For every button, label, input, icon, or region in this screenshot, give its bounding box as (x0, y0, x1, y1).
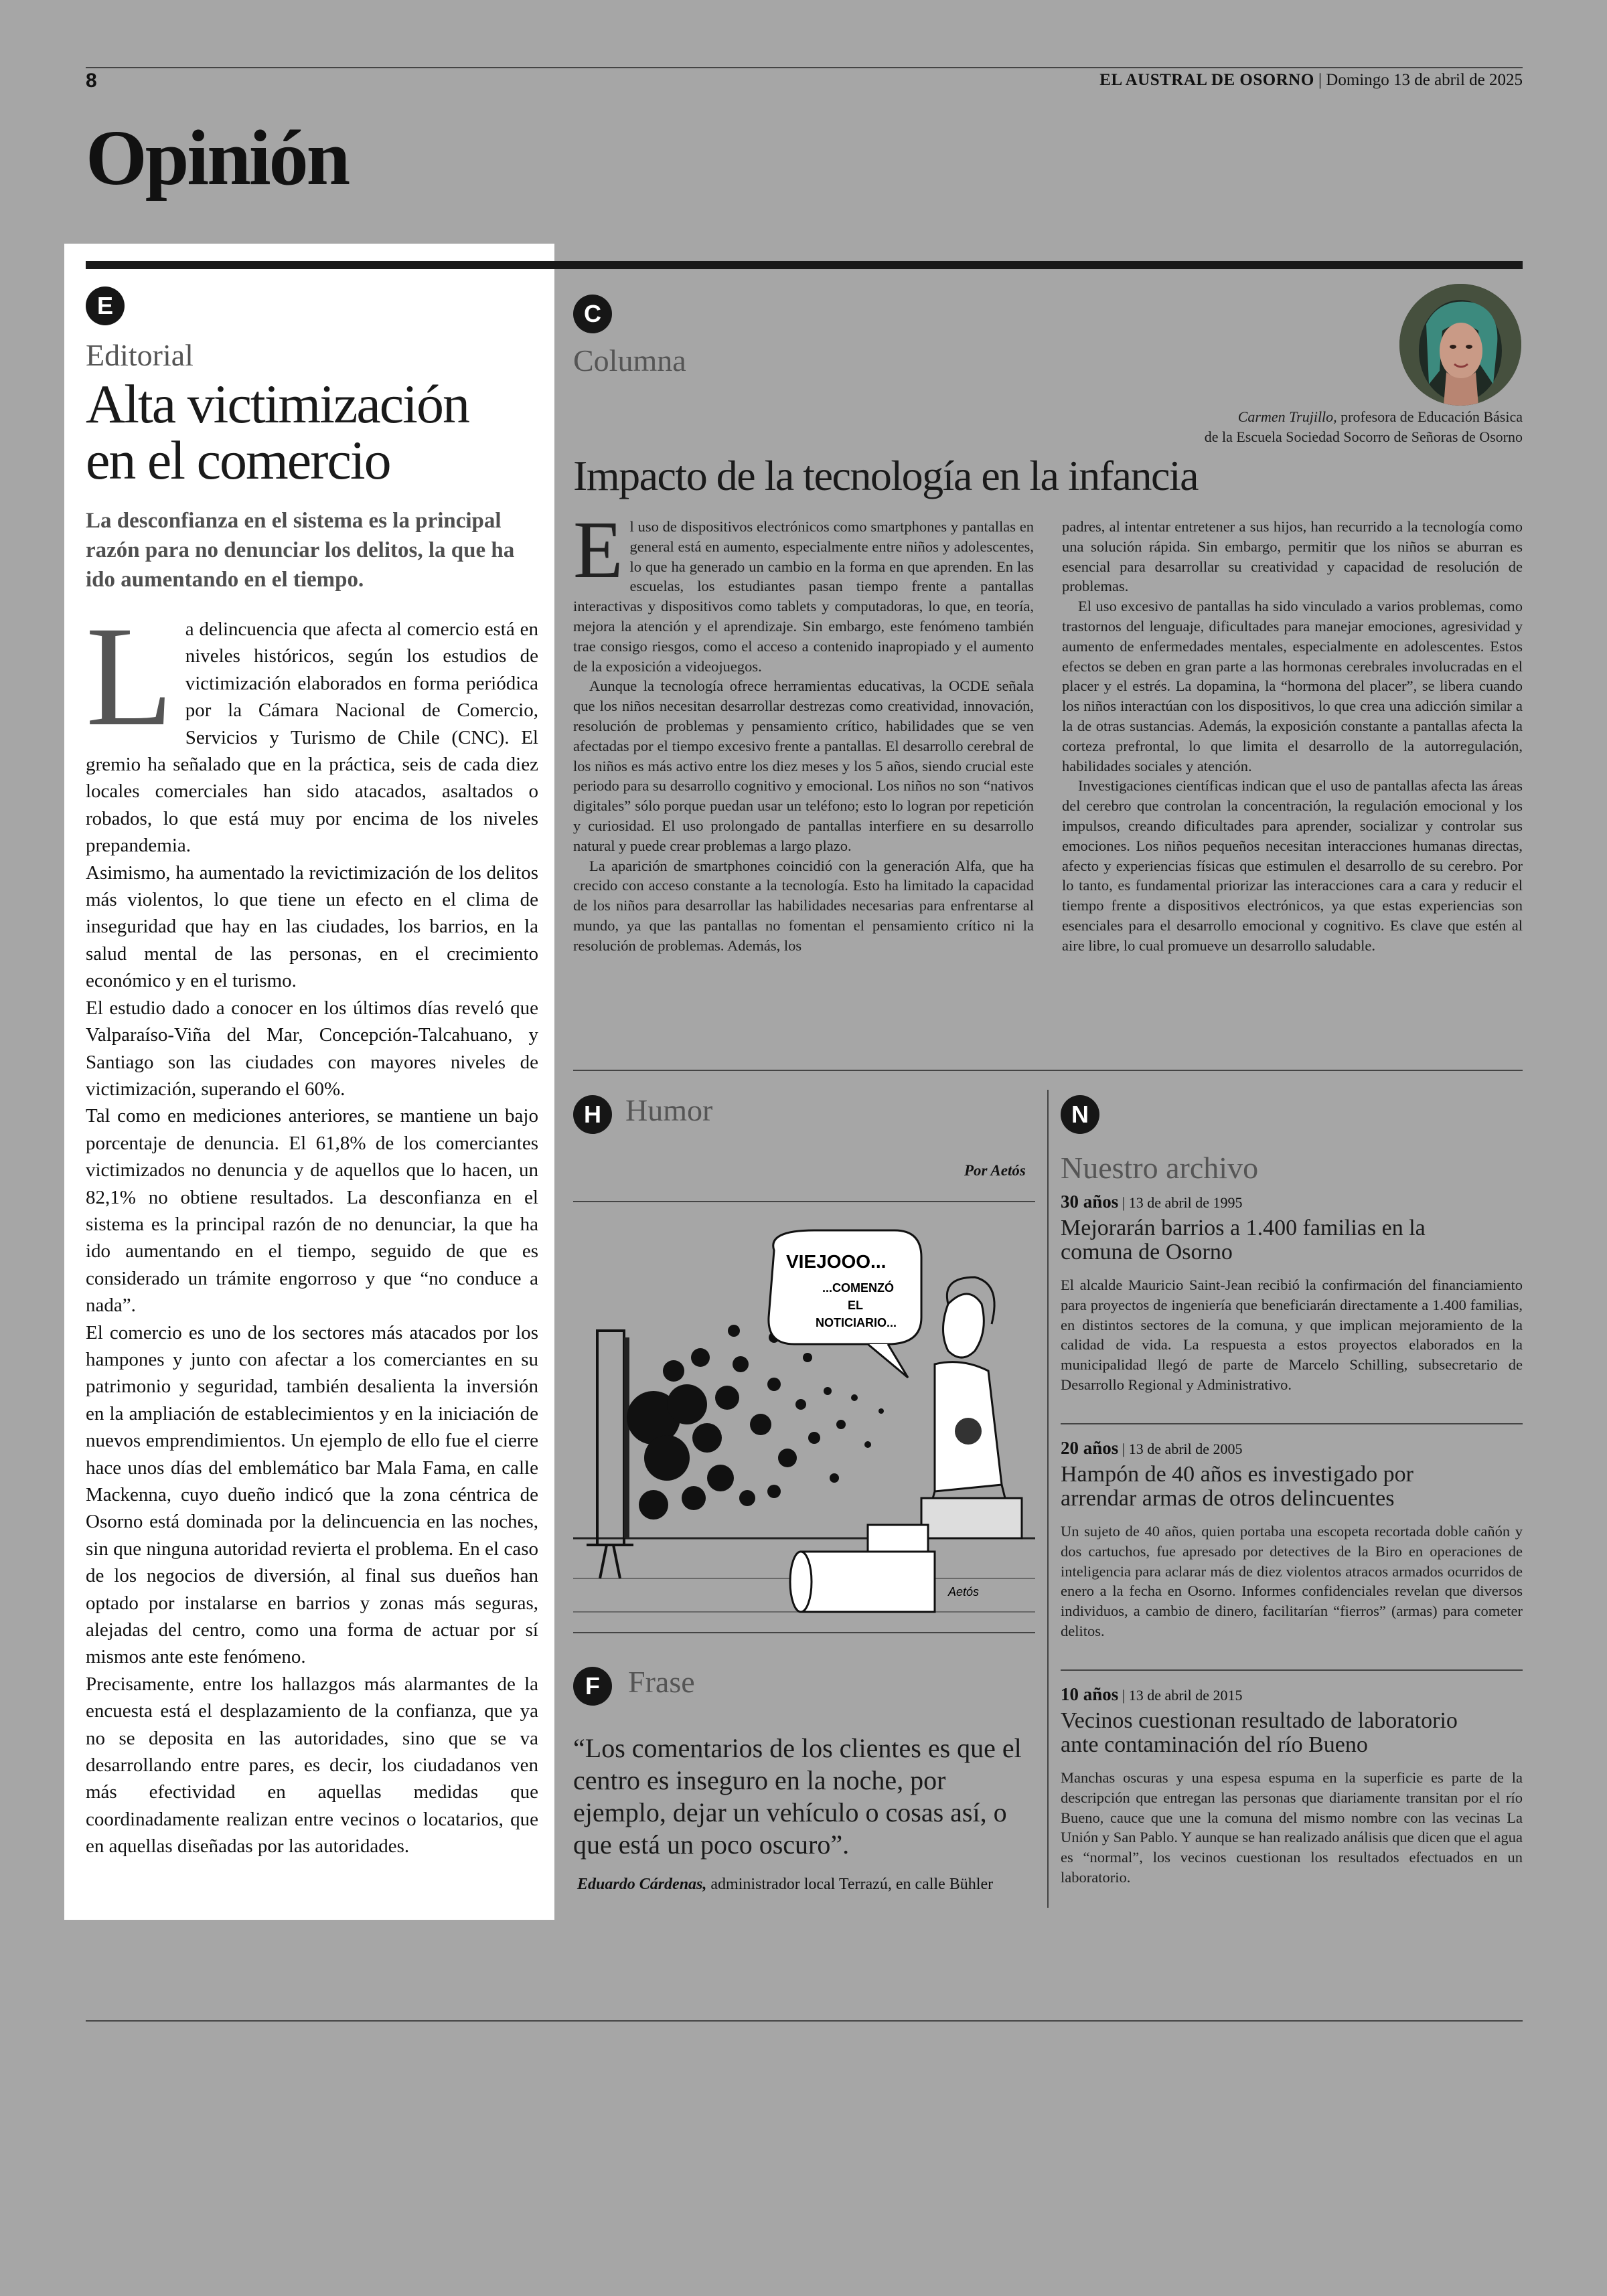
archive-rule-1 (1061, 1423, 1523, 1424)
frase-quote: “Los comentarios de los clientes es que el centro es inseguro en la noche, por ejemplo, dejar un vehículo o cosas así, o que está un poco oscuro”. (573, 1733, 1022, 1860)
editorial-bar (86, 261, 554, 269)
column-headline: Impacto de la tecnología en la infancia (573, 452, 1199, 499)
humor-credit: Por Aetós (964, 1162, 1026, 1179)
archive-item: 30 años | 13 de abril de 1995 Mejorarán barrios a 1.400 familias en la comuna de Osorno El alcalde Mauricio Saint-Jean recibió la confirmación del financiamiento para proyectos de ingeniería que beneficiarán directamente a 1.400 familias, en distintos sectores de la comuna, y que implican mejoramiento de la calidad de vida. La respuesta a estos proyectos elaborados en la municipalidad llegó de parte de Marcelo Schilling, subsecretario de Desarrollo Regional y Administrativo. (1061, 1192, 1523, 1393)
bubble-text-4: NOTICIARIO... (816, 1316, 897, 1329)
archive-rule-2 (1061, 1669, 1523, 1671)
author-avatar (1399, 284, 1521, 406)
bubble-text-1: VIEJOOO... (786, 1251, 887, 1272)
bubble-text-2: ...COMENZÓ (822, 1281, 894, 1295)
section-title: Opinión (86, 114, 349, 201)
editorial-kicker: Editorial (86, 338, 194, 372)
bubble-text-3: EL (848, 1299, 864, 1312)
editorial-headline: Alta victimización en el comercio (86, 374, 469, 491)
footer-rule (86, 2020, 1523, 2022)
humor-top-rule (573, 1201, 1035, 1202)
author-name: Carmen Trujillo, (1237, 408, 1337, 425)
editorial-badge: E (86, 286, 125, 325)
edition-date: Domingo 13 de abril de 2025 (1326, 71, 1523, 89)
humor-kicker: Humor (625, 1093, 713, 1127)
editorial-body: L a delincuencia que afecta al comercio está en niveles históricos, según los estudios de victimización elaborados en forma periódica por la Cámara Nacional de Comercio, Servicios y Turismo de Chile (CNC). El gremio ha señalado que en la práctica, seis de cada diez locales comerciales han sido atacados, asaltados o robados, lo que está muy por encima de los niveles prepandemia. Asimismo, ha aumentado la revictimización de los delitos más violentos, lo que tiene un efecto en el clima de inseguridad que hay en las ciudades, los barrios, en la salud mental de las personas, en el crecimiento económico y en el turismo. El estudio dado a conocer en los últimos días reveló que Valparaíso-Viña del Mar, Concepción-Talcahuano, y Santiago son las ciudades con mayores niveles de victimización, superando el 60%. Tal como en mediciones anteriores, se mantiene un bajo porcentaje de denuncia. El 61,8% de los comerciantes victimizados no denuncia y de aquellos que lo hacen, un 82,1% no obtiene resultados. La desconfianza en el sistema es la principal razón de no denunciar, la que ha ido aumentando en el tiempo, seguido de que es considerado un trámite engorroso y que “no conduce a nada”. El comercio es uno de los sectores más atacados por los hampones y junto con afectar a los comerciantes en su patrimonio y seguridad, también desalienta la inversión en la ampliación de establecimientos y en la iniciación de nuevos emprendimientos. Un ejemplo de ello fue el cierre hace unos días del emblemático bar Mala Fama, en calle Mackenna, cuyo dueño indicó que la zona céntrica de Osorno está dominada por la delincuencia en las noches, sin que ninguna autoridad revierta el problema. En el caso de los negocios de diversión, al final sus dueños han optado por instalarse en barrios y zonas más seguras, alejadas del centro, como una forma de actuar por sí mismos ante este fenómeno. Precisamente, entre los hallazgos más alarmantes de la encuesta está el desplazamiento de la confianza, que ya no se deposita en las autoridades, sino que se va desarrollando entre pares, es decir, los ciudadanos ven más efectividad en aquellas medidas que coordinadamente realizan entre vecinos o locatarios, que en aquellas diseñadas por las autoridades. (86, 597, 538, 1858)
archive-item: 10 años | 13 de abril de 2015 Vecinos cuestionan resultado de laboratorio ante contaminación del río Bueno Manchas oscuras y una espesa espuma en la superficie es parte de la descripción que entregan las personas que diariamente transitan por el río Bueno, cauce que une la comuna del mismo nombre con las vecinas La Unión y San Pablo. Y aunque se han realizado análisis que dicen que el agua es “normal”, los vecinos cuestionan los resultados efectuados en un laboratorio. (1061, 1684, 1523, 1886)
humor-cartoon (573, 1204, 1035, 1629)
cartoon-signature: Aetós (948, 1585, 980, 1598)
humor-badge: H (573, 1095, 612, 1134)
author-role-2: de la Escuela Sociedad Socorro de Señoras de Osorno (1204, 428, 1523, 445)
column-body-right: padres, al intentar entretener a sus hijos, han recurrido a la tecnología como una solución rápida. Sin embargo, permitir que los niños se aburran es esencial para desarrollar su creatividad y capacidad de resolución de problemas. El uso excesivo de pantallas ha sido vinculado a varios problemas, como trastornos del lenguaje, dificultades para manejar emociones, agresividad y aumento de enfermedades mentales, especialmente en adolescentes. Estos efectos se deben en gran parte a las hormonas cerebrales involucradas en el placer y el estrés. La dopamina, la “hormona del placer”, se libera cuando los niños interactúan con los dispositivos, lo que crea una adicción similar a la de otras sustancias. Además, la exposición constante a pantallas afecta la corteza prefrontal, lo que limita el desarrollo de la autorregulación, habilidades sociales y atención. Investigaciones científicas indican que el uso de pantallas afecta las áreas del cerebro que controlan la concentración, la regulación emocional y los impulsos, creando dificultades para aprender, socializar y controlar sus emociones. Los niños pequeños necesitan interacciones humanas directas, afecto y experiencias físicas que estimulen el desarrollo de su cerebro. Por lo tanto, es fundamental priorizar las interacciones cara a cara y reducir el tiempo frente a dispositivos electrónicos, ya que estas experiencias son esenciales para el desarrollo emocional y cognitivo. Es clave que estén al aire libre, lo cual promueve un desarrollo saludable. (1062, 518, 1523, 954)
frase-source (577, 1876, 1039, 1894)
header-rule (86, 67, 1523, 68)
author-role-1: profesora de Educación Básica (1341, 408, 1523, 425)
frase-kicker: Frase (628, 1665, 695, 1699)
column-author (1054, 407, 1523, 447)
frase-badge: F (573, 1667, 612, 1706)
column-body-left: E l uso de dispositivos electrónicos como smartphones y pantallas en general está en aumento, especialmente entre niños y adolescentes, lo que ha generado un cambio en la forma en que aprenden. En las escuelas, los estudiantes pasan tiempo frente a pantallas interactivas y dispositivos como tablets y computadoras, lo que, en teoría, mejora la atención y el aprendizaje. Sin embargo, este fenómeno también trae consigo riesgos, como el acceso a contenido inapropiado y el aumento de la exposición a videojuegos. Aunque la tecnología ofrece herramientas educativas, la OCDE señala que los niños necesitan desarrollar destrezas como creatividad, innovación, resolución de problemas y pensamiento crítico, habilidades que se ven afectadas por el tiempo excesivo frente a pantallas. El desarrollo cerebral de los niños es más activo entre los diez meses y los 5 años, siendo crucial este periodo para su desarrollo cognitivo y emocional. Los niños no son “nativos digitales” sólo porque puedan usar un teléfono; esto lo logran por repetición y curiosidad. El uso prolongado de pantallas interfiere en su desarrollo natural y puede crear problemas a largo plazo. La aparición de smartphones coincidió con la generación Alfa, que ha crecido con acceso constante a la tecnología. Esto ha limitado la capacidad de los niños para desarrollar las habilidades necesarias para enfrentarse al mundo, ya que las pantallas no fomentan el pensamiento crítico ni la resolución de problemas. Además, los (573, 505, 1034, 954)
masthead: EL AUSTRAL DE OSORNO | Domingo 13 de abril de 2025 (1099, 71, 1523, 89)
editorial-drop-cap: L (86, 597, 173, 756)
archive-item: 20 años | 13 de abril de 2005 Hampón de 40 años es investigado por arrendar armas de otros delincuentes Un sujeto de 40 años, quien portaba una escopeta recortada doble cañón y dos cartuchos, fue apresado por detectives de la Biro en operaciones de inteligencia para aclarar más de diez violentos atracos armados ocurridos de enero a la fecha en Osorno. Informes confidenciales revelan que diversos individuos, a cambio de dinero, facilitarían “fierros” (armas) para cometer delitos. (1061, 1438, 1523, 1639)
newspaper-name: EL AUSTRAL DE OSORNO (1099, 71, 1314, 89)
author-portrait-icon (1399, 284, 1521, 406)
page-number: 8 (86, 70, 97, 92)
humor-bottom-rule (573, 1632, 1035, 1633)
column-kicker: Columna (573, 343, 686, 378)
column-bottom-rule (573, 1070, 1523, 1071)
archive-badge: N (1061, 1095, 1099, 1134)
archive-kicker: Nuestro archivo (1061, 1151, 1259, 1185)
frase-source-role: administrador local Terrazú, en calle Bühler (710, 1876, 994, 1893)
editorial-dek: La desconfianza en el sistema es la principal razón para no denunciar los delitos, la que ha ido aumentando en el tiempo. (86, 509, 515, 592)
cartoon-drawing (573, 1204, 1035, 1629)
frase-source-name: Eduardo Cárdenas, (577, 1876, 707, 1893)
column-drop-cap: E (573, 505, 623, 595)
column-divider (1047, 1090, 1049, 1908)
column-badge: C (573, 295, 612, 333)
